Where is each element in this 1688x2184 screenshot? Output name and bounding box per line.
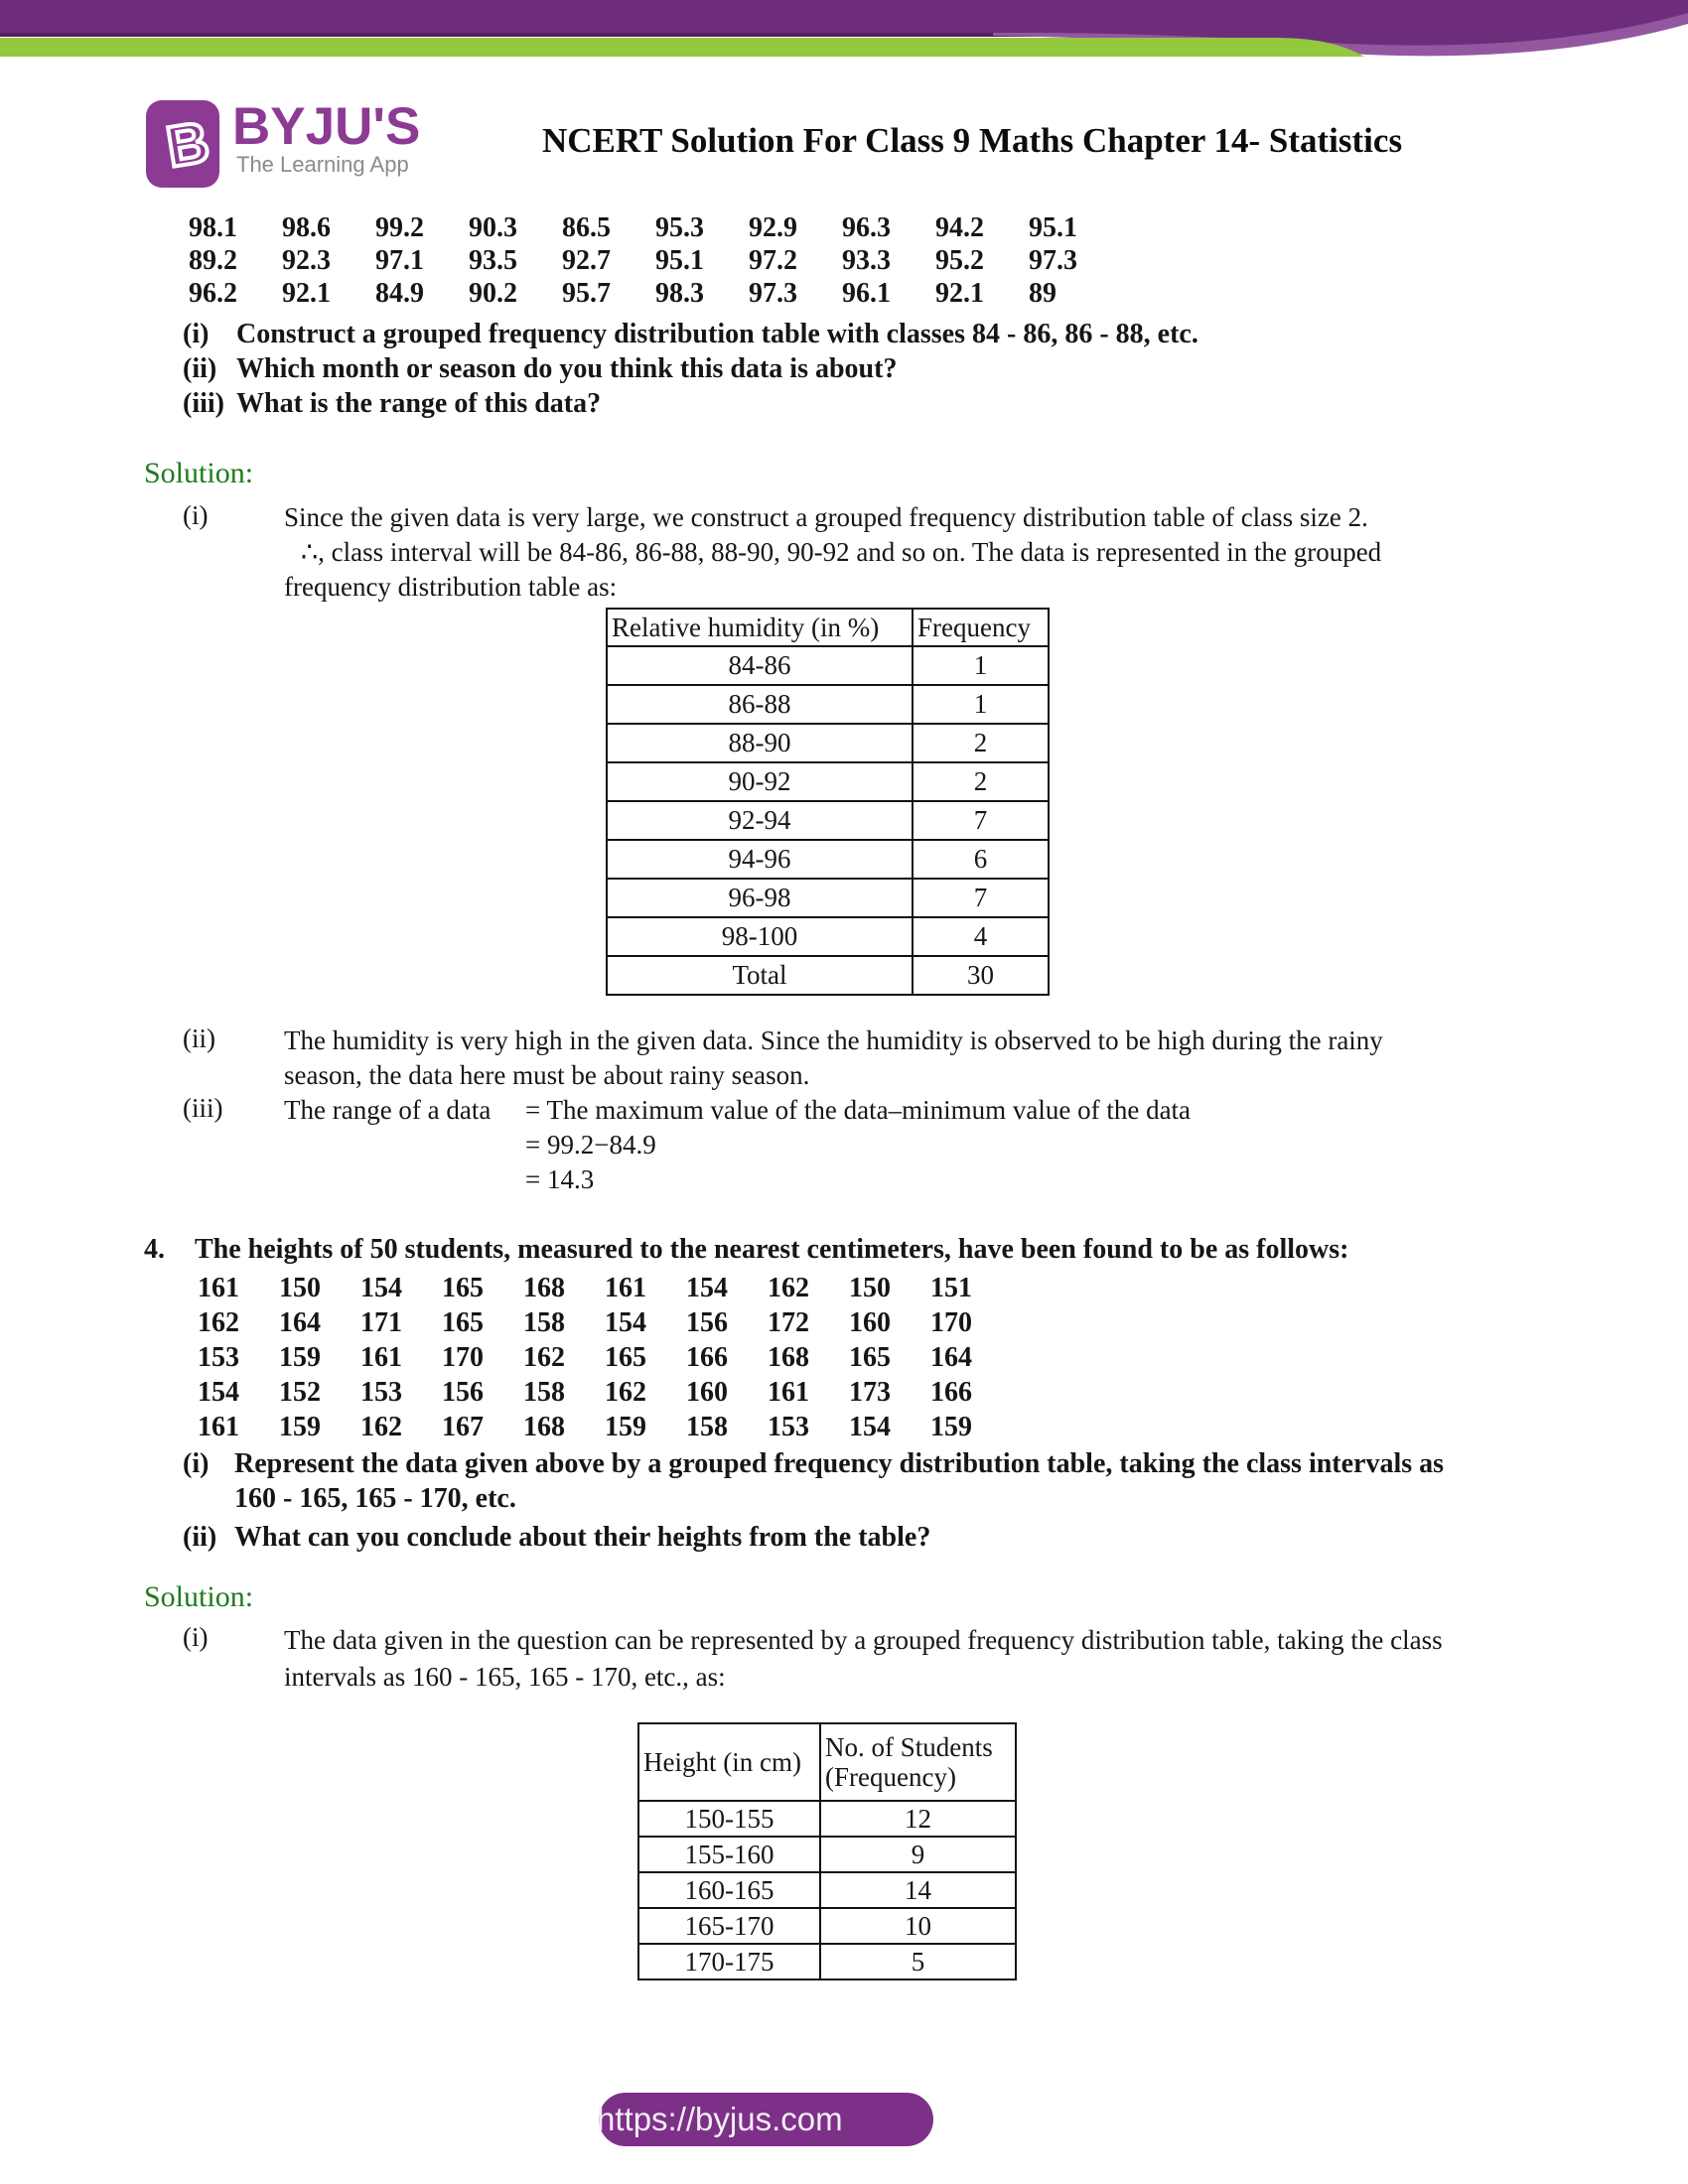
table-row [638,1908,1016,1944]
text-line: season, the data here must be about rainy season. [284,1060,810,1090]
data-value: 166 [686,1342,728,1373]
table-cell: 155-160 [638,1837,820,1872]
table-cell: 94-96 [607,840,913,879]
data-value: 92.1 [935,278,984,309]
data-value: 92.3 [282,245,331,276]
data-value: 161 [768,1377,809,1408]
data-value: 154 [605,1307,646,1338]
data-value: 158 [523,1307,565,1338]
equation-line: = The maximum value of the data–minimum value of the data [525,1095,1192,1125]
table-cell: 98-100 [607,917,913,956]
data-value: 156 [686,1307,728,1338]
data-value: 165 [849,1342,891,1373]
data-value: 159 [930,1412,972,1442]
data-value: 165 [605,1342,646,1373]
data-value: 97.3 [749,278,797,309]
table-cell: 1 [913,685,1049,724]
text-line: The humidity is very high in the given data. Since the humidity is observed to be high during the rainy [284,1025,1383,1055]
data-value: 170 [930,1307,972,1338]
data-value: 161 [605,1273,646,1303]
table-cell: Total [607,956,913,995]
table-cell: 1 [913,646,1049,685]
data-value: 97.3 [1029,245,1077,276]
table-cell: 10 [820,1908,1016,1944]
table-cell: 90-92 [607,762,913,801]
data-value: 95.1 [1029,212,1077,243]
svg-text:B: B [162,109,213,181]
table-row [638,1944,1016,1979]
header-line-1: No. of Students [825,1732,993,1762]
data-value: 97.1 [375,245,424,276]
data-value: 95.1 [655,245,704,276]
data-value: 96.2 [189,278,237,309]
data-value: 158 [523,1377,565,1408]
data-value: 98.1 [189,212,237,243]
question-label: (iii) [183,388,224,419]
table-cell: 84-86 [607,646,913,685]
question-item [183,317,1198,351]
solution2-part-i-label: (i) [183,1622,209,1652]
table-cell: 5 [820,1944,1016,1979]
table-header-row [638,1723,1016,1801]
table-cell: 88-90 [607,724,913,762]
data-value: 159 [279,1412,321,1442]
data-row [198,1340,1012,1375]
data-value: 165 [442,1307,484,1338]
data-value: 161 [198,1273,239,1303]
data-value: 154 [198,1377,239,1408]
solution1-part-i-label: (i) [183,500,209,530]
humidity-data-grid [189,211,1122,310]
data-value: 164 [279,1307,321,1338]
data-row [189,211,1122,244]
data-value: 153 [360,1377,402,1408]
text-line: intervals as 160 - 165, 165 - 170, etc., as: [284,1662,726,1692]
text-line: The data given in the question can be represented by a grouped frequency distribution table, taking the class [284,1625,1443,1655]
data-value: 153 [198,1342,239,1373]
data-value: 154 [849,1412,891,1442]
data-value: 161 [198,1412,239,1442]
table-cell: 30 [913,956,1049,995]
table-row [638,1801,1016,1837]
q4-sub-question-i [183,1446,1444,1516]
table-cell: 165-170 [638,1908,820,1944]
text-line: ∴, class interval will be 84-86, 86-88, 88-90, 90-92 and so on. The data is represented in the grouped [301,537,1382,567]
question4-statement: The heights of 50 students, measured to the nearest centimeters, have been found to be as follows: [195,1234,1349,1265]
table-cell: 2 [913,724,1049,762]
text-line: frequency distribution table as: [284,572,618,602]
column-header-frequency: Frequency [913,609,1049,646]
heights-data-grid [198,1271,1012,1444]
question-text-continued: 160 - 165, 165 - 170, etc. [234,1483,516,1514]
page-title: NCERT Solution For Class 9 Maths Chapter 14- Statistics [542,121,1403,160]
column-header-relative-humidity: Relative humidity (in %) [607,609,913,646]
table-cell: 9 [820,1837,1016,1872]
data-value: 150 [279,1273,321,1303]
data-value: 151 [930,1273,972,1303]
solution1-part-ii-label: (ii) [183,1024,215,1053]
data-value: 154 [686,1273,728,1303]
data-value: 165 [442,1273,484,1303]
table-cell: 4 [913,917,1049,956]
heights-frequency-table [637,1722,1017,1980]
brand-name: BYJU'S [232,97,421,156]
question-label: (ii) [183,1522,217,1553]
data-row [189,277,1122,310]
data-value: 152 [279,1377,321,1408]
table-cell: 2 [913,762,1049,801]
question-label: (ii) [183,353,217,384]
data-value: 95.3 [655,212,704,243]
question-item [183,351,1198,386]
header-line-2: (Frequency) [825,1762,956,1792]
data-value: 168 [523,1412,565,1442]
data-value: 166 [930,1377,972,1408]
question-label: (i) [183,319,210,349]
question-item [183,386,1198,421]
table-cell: 6 [913,840,1049,879]
data-value: 164 [930,1342,972,1373]
solution-heading: Solution: [144,457,254,489]
table-row [638,1872,1016,1908]
data-value: 162 [768,1273,809,1303]
solution1-part-iii-label: (iii) [183,1093,223,1123]
table-cell: 96-98 [607,879,913,917]
question-text: What can you conclude about their heights from the table? [234,1522,931,1553]
byjus-logo-icon [146,99,219,189]
data-value: 160 [849,1307,891,1338]
data-value: 93.5 [469,245,517,276]
solution1-part-ii-text [284,1024,1383,1093]
data-row [198,1271,1012,1305]
question-text: Construct a grouped frequency distribution table with classes 84 - 86, 86 - 88, etc. [236,319,1198,349]
data-value: 172 [768,1307,809,1338]
humidity-frequency-table [606,608,1050,996]
table-cell: 170-175 [638,1944,820,1979]
table-cell: 150-155 [638,1801,820,1837]
data-value: 173 [849,1377,891,1408]
data-value: 95.2 [935,245,984,276]
table-row [607,917,1049,956]
table-cell: 92-94 [607,801,913,840]
table-row [607,762,1049,801]
solution2-part-i-text [284,1622,1443,1696]
data-value: 150 [849,1273,891,1303]
footer-url-text: https://byjus.com [597,2101,843,2137]
data-value: 99.2 [375,212,424,243]
solution1-part-i-text [284,500,1381,605]
header-banner [0,0,1688,89]
solution-heading: Solution: [144,1580,254,1613]
table-cell: 12 [820,1801,1016,1837]
data-value: 171 [360,1307,402,1338]
table-row [607,646,1049,685]
table-row [607,956,1049,995]
data-value: 162 [605,1377,646,1408]
data-value: 170 [442,1342,484,1373]
table-cell: 7 [913,879,1049,917]
q3-question-list [183,317,1198,421]
data-value: 162 [360,1412,402,1442]
data-value: 162 [523,1342,565,1373]
data-value: 156 [442,1377,484,1408]
table-row [607,724,1049,762]
data-value: 168 [523,1273,565,1303]
banner-green-band [0,38,1364,57]
table-row [607,685,1049,724]
data-value: 159 [605,1412,646,1442]
data-value: 94.2 [935,212,984,243]
brand-tagline: The Learning App [236,152,409,177]
data-value: 93.3 [842,245,891,276]
range-definition-intro: The range of a data [284,1095,492,1125]
data-value: 153 [768,1412,809,1442]
data-value: 161 [360,1342,402,1373]
data-value: 167 [442,1412,484,1442]
data-value: 92.9 [749,212,797,243]
data-value: 159 [279,1342,321,1373]
range-equation-lines [525,1093,1191,1197]
data-value: 154 [360,1273,402,1303]
equation-line: = 14.3 [525,1164,595,1194]
question-text: What is the range of this data? [236,388,602,419]
data-value: 92.7 [562,245,611,276]
data-value: 86.5 [562,212,611,243]
data-value: 89 [1029,278,1056,309]
footer-url-badge[interactable] [599,2093,933,2146]
question4-number: 4. [144,1234,165,1265]
data-value: 84.9 [375,278,424,309]
text-line: Since the given data is very large, we construct a grouped frequency distribution table of class size 2. [284,502,1368,532]
table-row [607,801,1049,840]
data-row [198,1305,1012,1340]
data-value: 97.2 [749,245,797,276]
q4-sub-question-ii [183,1520,930,1555]
question-label-spacer [183,1481,234,1516]
data-value: 96.1 [842,278,891,309]
column-header-students [820,1723,1016,1801]
data-row [198,1375,1012,1410]
data-value: 90.3 [469,212,517,243]
question-label: (i) [183,1448,210,1479]
data-row [198,1410,1012,1444]
data-value: 162 [198,1307,239,1338]
data-row [189,244,1122,277]
data-value: 168 [768,1342,809,1373]
data-value: 160 [686,1377,728,1408]
table-header-row [607,609,1049,646]
data-value: 92.1 [282,278,331,309]
table-cell: 86-88 [607,685,913,724]
data-value: 96.3 [842,212,891,243]
data-value: 89.2 [189,245,237,276]
data-value: 98.6 [282,212,331,243]
data-value: 98.3 [655,278,704,309]
table-cell: 7 [913,801,1049,840]
table-cell: 14 [820,1872,1016,1908]
equation-line: = 99.2−84.9 [525,1130,656,1160]
data-value: 90.2 [469,278,517,309]
question-text: Represent the data given above by a grouped frequency distribution table, taking the class intervals as [234,1448,1445,1479]
table-cell: 160-165 [638,1872,820,1908]
table-row [638,1837,1016,1872]
data-value: 95.7 [562,278,611,309]
table-row [607,840,1049,879]
column-header-height: Height (in cm) [638,1723,820,1801]
table-row [607,879,1049,917]
question-text: Which month or season do you think this data is about? [236,353,898,384]
data-value: 158 [686,1412,728,1442]
